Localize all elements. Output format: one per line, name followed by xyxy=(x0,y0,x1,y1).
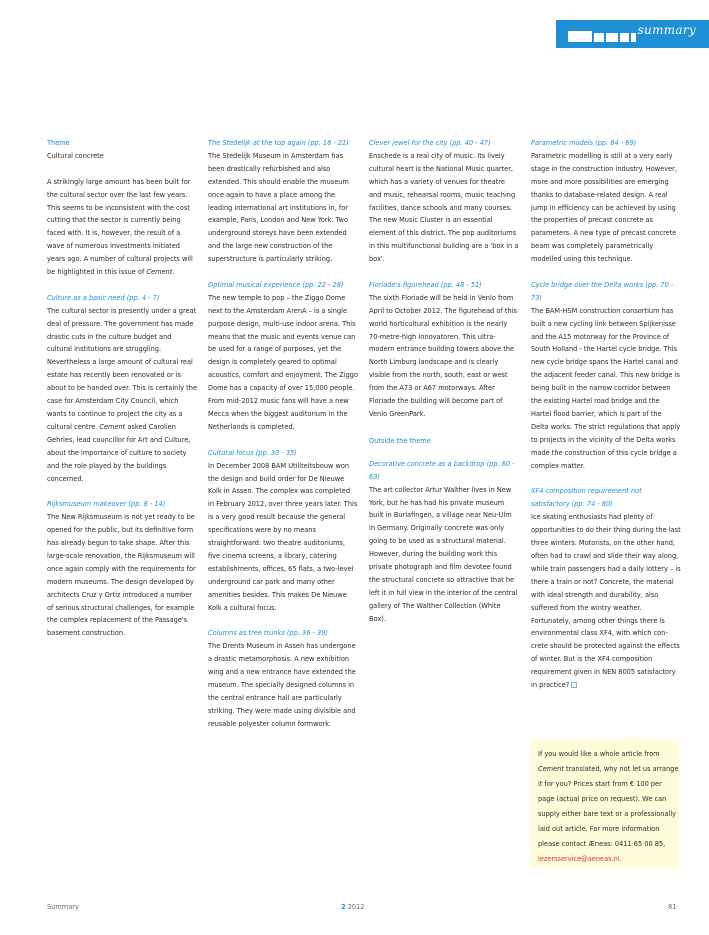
end-mark-icon xyxy=(571,682,577,688)
article-heading-clever-jewel: Clever jewel for the city (pp. 40 - 47) xyxy=(369,139,491,147)
article-text-cycle-bridge: The BAM-HSM construction consortium has built a new cycling link between Spijkenisse and the A15 motorway for the Province of South Holland - the Hartel cycle bridge. This new cycle bridge spans the Hartel canal and the adjacent feeder canal. This new bridge is being built in the narrow corridor between the existing Hartel road bridge and the Hartel flood barrier, which is part of the Delta works. The strict regulations that apply to projects in the vicinity of the Delta works made the construction of this cycle bridge a complex matter. xyxy=(531,306,681,470)
article-heading-xf4: XF4 composition requirement not satisfactory (pp. 74 - 80) xyxy=(531,487,642,509)
theme-subtitle: Cultural concrete xyxy=(47,151,104,160)
column-3 xyxy=(369,137,519,626)
article-heading-backdrop: Decorative concrete as a backdrop (pp. 60 - 63) xyxy=(369,459,515,481)
article-text-cultural-focus: In December 2008 BAM Utiliteitsbouw won the design and build order for De Nieuwe Kolk in Assen. The complex was completed in February 2012, over three years later. This is a very good result because the general specifications were by no means straightforward: two theatre auditoriums, five cinema screens, a library, catering establishments, offices, 65 flats, a two-level underground car park and many other amenities besides. This makes De Nieuwe Kolk a cultural focus. xyxy=(208,461,358,612)
magazine-name: Cement xyxy=(538,765,564,773)
section-banner xyxy=(556,20,709,48)
page-number: 81 xyxy=(668,903,677,911)
article-text-rijksmuseum: The New Rijksmuseum is not yet ready to be opened for the public, but its definitive form has already begun to take shape. After this large-scale renovation, the Rijksmuseum will once again comply with the requirements for modern museums. The design developed by architects Cruz y Ortiz introduced a number of serious structural challenges, for example the complex replacement of the Passage's basement construction. xyxy=(47,513,196,638)
column-1 xyxy=(47,137,197,640)
article-text-parametric: Parametric modelling is still at a very early stage in the construction industry. However, more and more possibilities are emerging thanks to database-related design. A real jump in efficiency can be achieved by using the properties of precast concrete as parameters. A new type of precast concrete beam was completely parametrically modelled using this technique. xyxy=(531,151,677,264)
magazine-name: Cement xyxy=(146,268,173,277)
banner-section-word: summary xyxy=(637,23,696,37)
article-heading-floriade: Floriade's figurehead (pp. 48 - 51) xyxy=(369,280,482,289)
translation-service-text: If you would like a whole article from Cement translated, why not let us arrange it for you? Prices start from € 100 per page (actual price on request). We can supply either bare text or a professionally laid out article. For more information please contact Æneas: 0411 65 00 85, lezersservice@aeneas.nl. xyxy=(538,750,679,863)
article-heading-basic-need: Culture as a basic need (pp. 4 - 7) xyxy=(47,293,160,302)
article-text-clever-jewel: Enschede is a real city of music. Its lively cultural heart is the National Music quarter, which has a variety of venues for theatre and music, rehearsal rooms, music teaching facilities, dance schools and many courses. The new Music Cluster is an essential element of this district. The pop auditoriums in this multifunctional building are a 'box in a box'. xyxy=(369,151,519,264)
footer-issue: 2 2012 xyxy=(341,903,365,911)
article-heading-parametric: Parametric models (pp. 64 - 69) xyxy=(531,139,637,147)
theme-title: Theme xyxy=(47,139,70,147)
article-heading-ziggo: Optimal musical experience (pp. 22 - 28) xyxy=(208,280,344,289)
article-text-columns: The Drents Museum in Assen has undergone a drastic metamorphosis. A new exhibition wing and a new entrance have extended the museum. The specially designed columns in the central entrance hall are particularly striking. They were made using divisible and reusable polyester column formwork. xyxy=(208,642,356,728)
article-heading-cycle-bridge: Cycle bridge over the Delta works (pp. 70 - 73) xyxy=(531,280,674,302)
outside-theme-title: Outside the theme xyxy=(369,436,431,445)
reader-service-email-link[interactable]: lezersservice@aeneas.nl xyxy=(538,855,620,863)
article-text-xf4: Ice skating enthusiasts had plenty of opportunities to do their thing during the last three winters. Motorists, on the other hand, often had to crawl and slide their way along, while train passengers had a daily lottery – is there a train or not? Concrete, the material with ideal strength and durability, also suffered from the wintry weather. Fortunately, among other things there is environmental class XF4, with which con-crete should be protected against the effects of winter. But is the XF4 composition requirement given in NEN 8005 satisfactory in practice? xyxy=(531,513,681,690)
article-text-basic-need: The cultural sector is presently under a great deal of pressure. The government has made drastic cuts in the culture budget and cultural institutions are struggling. Nevertheless a large amount of cultural real estate has recently been renovated or is about to be handed over. This is certainly the case for Amsterdam City Council, which wants to continue to project the city as a cultural centre. Cement asked Carolien Gehrles, lead councillor for Art and Culture, about the importance of culture to society and the role played by the buildings concerned. xyxy=(47,306,198,483)
article-text-backdrop: The art collector Artur Walther lives in New York, but he has had his private museum built in Burlafingen, a village near Neu-Ulm in Germany. Originally concrete was only going to be used as a structural material. However, during the building work this private photograph and film devotee found the structural concrete so attractive that he left it in full view in the interior of the central gallery of The Walther Collection (White Box). xyxy=(369,485,518,623)
column-4 xyxy=(531,137,681,692)
footer-section-label: Summary xyxy=(47,903,79,911)
cement-logo xyxy=(568,29,636,45)
article-heading-cultural-focus: Cultural focus (pp. 30 - 35) xyxy=(208,448,297,457)
article-text-stedelijk: The Stedelijk Museum in Amsterdam has been drastically refurbished and also extended. This should enable the museum once again to have a place among the leading international art institutions in, for example, Paris, London and New York. Two underground storeys have been extended and the large new construction of the superstructure is particularly striking. xyxy=(208,151,349,264)
article-text-ziggo: The new temple to pop – the Ziggo Dome next to the Amsterdam ArenA – is a single purpose design, multi-use indoor arena. This means that the music and events venue can be used for a range of purposes, yet the design is completely geared to optimal acoustics, comfort and enjoyment. The Ziggo Dome has a capacity of over 15,000 people. From mid-2012 music fans will have a new Mecca when the biggest auditorium in the Netherlands is completed. xyxy=(208,293,358,431)
article-text-floriade: The sixth Floriade will be held in Venlo from April to October 2012. The figurehead of this world horticultural exhibition is the nearly 70-metre-high Innovatoren. This ultra-modern entrance building towers above the North Limburg landscape and is clearly visible from the north, south, east or west from the A73 or A67 motorways. After Floriade the building will become part of Venlo GreenPark. xyxy=(369,293,517,419)
article-heading-rijksmuseum: Rijksmuseum makeover (pp. 8 - 14) xyxy=(47,500,166,509)
magazine-name: Cement xyxy=(99,422,126,431)
translation-service-box xyxy=(531,739,679,868)
column-2 xyxy=(208,137,358,731)
theme-intro: A strikingly large amount has been built for the cultural sector over the last few years. This seems to be inconsistent with the cost cutting that the sector is currently being faced with. It is, however, the result of a wave of numerous investments initiated years ago. A number of cultural projects will be highlighted in this issue of Cement. xyxy=(47,177,193,277)
article-heading-stedelijk: The Stedelijk at the top again (pp. 16 - 21) xyxy=(208,139,349,147)
article-heading-columns: Columns as tree trunks (pp. 36 - 39) xyxy=(208,629,328,638)
